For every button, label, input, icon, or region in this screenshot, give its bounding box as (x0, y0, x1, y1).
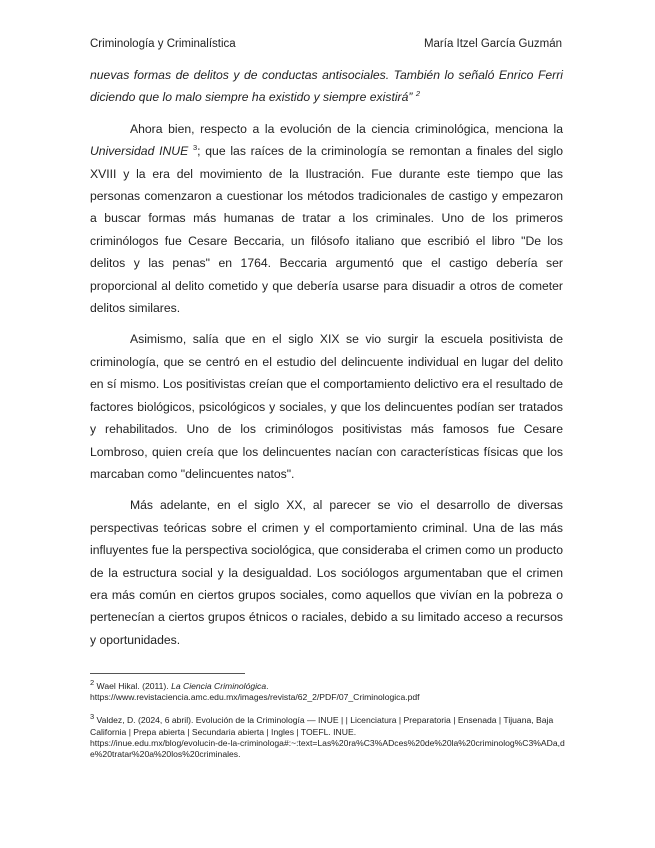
footnote-end: . (266, 681, 269, 691)
footnote-ref-2[interactable]: 2 (415, 89, 421, 99)
source-name: Universidad INUE (90, 144, 189, 159)
footnote-link[interactable]: https://inue.edu.mx/blog/evolucin-de-la-criminologa#:~:text=Las%20ra%C3%ADces%20de%20la%20criminolog%C3%ADa,de%20tratar%20a%20los%20criminales. (90, 737, 565, 760)
paragraph-sociology: Más adelante, en el siglo XX, al parecer se vio el desarrollo de diversas perspectivas teóricas sobre el crimen y el comportamiento criminal. Una de las más influyentes fue la perspectiva sociológica, que consideraba el crimen como un producto de la estructura social y la desigualdad. Los sociólogos argumentaban que el crimen era más común en ciertos grupos sociales, como aquellos que vivían en la pobreza o pertenecían a ciertos grupos étnicos o raciales, debido a su limitado acceso a recursos y oportunidades. (90, 498, 563, 647)
paragraph-evolution-body: ; que las raíces de la criminología se remontan a finales del siglo XVIII y la era del movimiento de la Ilustración. Fue durante este tiempo que las personas comenzaron a cuestionar los métodos tradicionales de castigo y empezaron a buscar formas más humanas de tratar a los criminales. Uno de los primeros criminólogos fue Cesare Beccaria, un filósofo italiano que escribió el libro "De los delitos y las penas" en 1764. Beccaria argumentó que el castigo debería ser proporcional al delito cometido y que debería usarse para disuadir a otros de cometer delitos similares. (90, 144, 563, 316)
footnote-author: Wael Hikal. (2011). (94, 681, 172, 691)
intro-text: nuevas formas de delitos y de conductas antisociales. También lo señaló Enrico Ferri diciendo que lo malo siempre ha existido y siempre existirá” (90, 68, 563, 105)
document-body (90, 64, 563, 651)
footnotes (90, 678, 565, 772)
paragraph-positivism: Asimismo, salía que en el siglo XIX se vio surgir la escuela positivista de criminología, que se centró en el estudio del delincuente individual en lugar del delito en sí mismo. Los positivistas creían que el comportamiento delictivo era el resultado de factores biológicos, psicológicos y sociales, y que los delincuentes podían ser tratados y rehabilitados. Uno de los criminólogos positivistas más famosos fue Cesare Lombroso, quien creía que los delincuentes nacían con características físicas que los marcaban como "delincuentes natos". (90, 332, 563, 481)
paragraph-evolution-lead: Ahora bien, respecto a la evolución de la ciencia criminológica, menciona la (130, 121, 563, 136)
footnote-number: 2 (90, 678, 95, 688)
footnote-title: La Ciencia Criminológica (171, 681, 267, 691)
header-course-title: Criminología y Criminalística (90, 38, 236, 50)
footnote-2 (90, 678, 565, 703)
footnote-link[interactable]: https://www.revistaciencia.amc.edu.mx/images/revista/62_2/PDF/07_Criminologica.pdf (90, 692, 420, 703)
header-author: María Itzel García Guzmán (423, 38, 562, 50)
footnote-3 (90, 712, 565, 760)
footnote-citation: Valdez, D. (2024, 6 abril). Evolución de la Criminología — INUE | | Licenciatura | Preparatoria | Ensenada | Tijuana, Baja California | Prepa abierta | Secundaria abierta | Ingles | TOEFL. INUE. (90, 715, 554, 737)
intro-paragraph (90, 64, 563, 109)
footnote-number: 3 (90, 712, 95, 722)
page-header (90, 38, 562, 50)
footnote-ref-3[interactable]: 3 (192, 143, 198, 153)
footnote-separator (90, 673, 245, 674)
paragraph-evolution (90, 118, 563, 320)
